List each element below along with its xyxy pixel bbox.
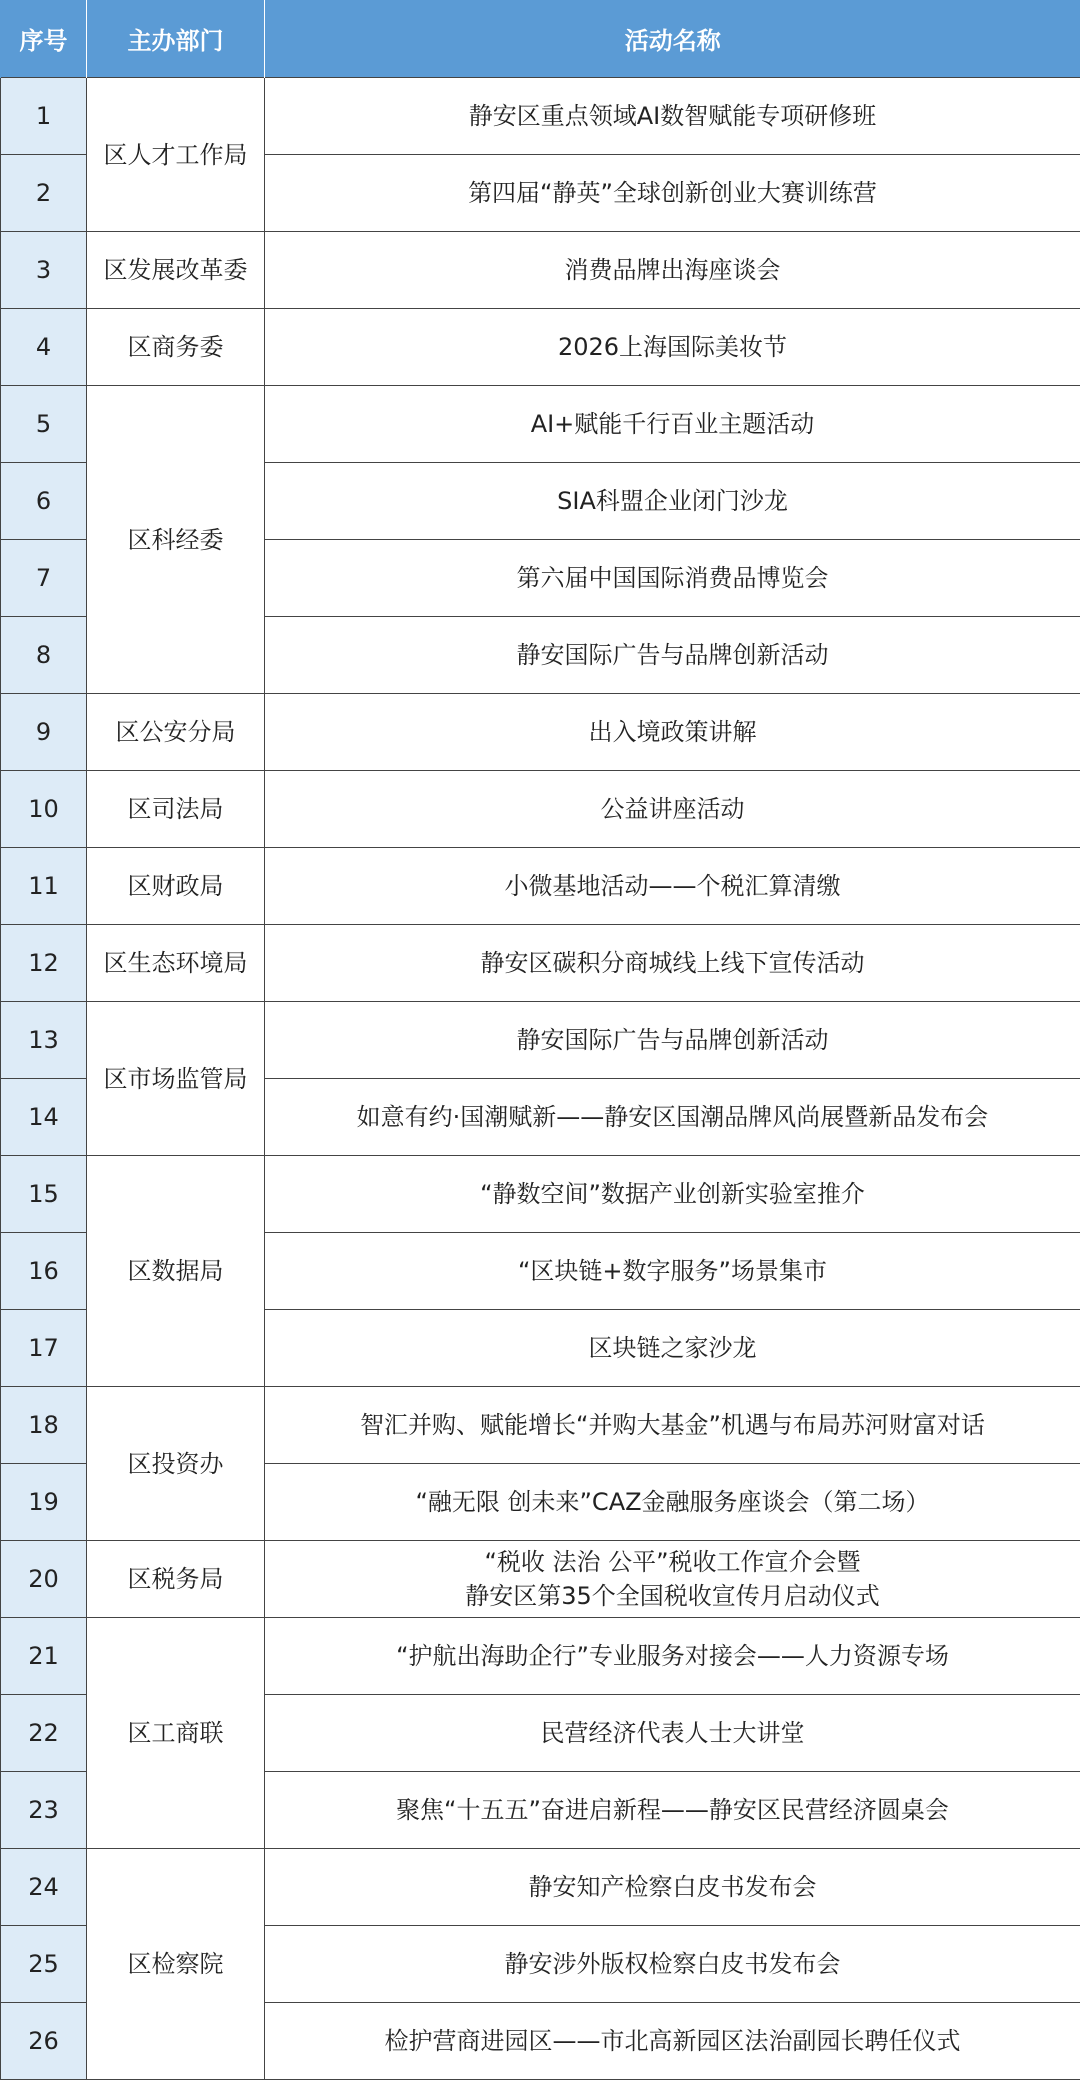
row-number: 6 [1, 463, 87, 540]
row-number: 22 [1, 1695, 87, 1772]
department-cell: 区公安分局 [87, 694, 265, 771]
row-number: 14 [1, 1079, 87, 1156]
table-row [1, 1156, 1080, 1233]
row-number: 15 [1, 1156, 87, 1233]
row-number: 24 [1, 1849, 87, 1926]
department-cell: 区工商联 [87, 1618, 265, 1849]
table-row [1, 232, 1080, 309]
event-name [265, 1541, 1080, 1618]
event-name: 第六届中国国际消费品博览会 [265, 540, 1080, 617]
event-name: 检护营商进园区——市北高新园区法治副园长聘任仪式 [265, 2003, 1080, 2080]
row-number: 12 [1, 925, 87, 1002]
row-number: 9 [1, 694, 87, 771]
department-cell: 区生态环境局 [87, 925, 265, 1002]
row-number: 1 [1, 78, 87, 155]
row-number: 7 [1, 540, 87, 617]
event-name: 聚焦“十五五”奋进启新程——静安区民营经济圆桌会 [265, 1772, 1080, 1849]
event-name: 2026上海国际美妆节 [265, 309, 1080, 386]
department-cell: 区投资办 [87, 1387, 265, 1541]
event-name: SIA科盟企业闭门沙龙 [265, 463, 1080, 540]
header-no: 序号 [1, 0, 87, 78]
department-cell: 区人才工作局 [87, 78, 265, 232]
event-name: “融无限 创未来”CAZ金融服务座谈会（第二场） [265, 1464, 1080, 1541]
event-name: AI+赋能千行百业主题活动 [265, 386, 1080, 463]
department-cell: 区财政局 [87, 848, 265, 925]
event-name: 区块链之家沙龙 [265, 1310, 1080, 1387]
event-name: 民营经济代表人士大讲堂 [265, 1695, 1080, 1772]
header-name: 活动名称 [265, 0, 1080, 78]
table-row [1, 925, 1080, 1002]
row-number: 23 [1, 1772, 87, 1849]
row-number: 20 [1, 1541, 87, 1618]
event-name: 小微基地活动——个税汇算清缴 [265, 848, 1080, 925]
row-number: 5 [1, 386, 87, 463]
event-name: 静安国际广告与品牌创新活动 [265, 1002, 1080, 1079]
department-cell: 区司法局 [87, 771, 265, 848]
row-number: 26 [1, 2003, 87, 2080]
event-name: 静安区碳积分商城线上线下宣传活动 [265, 925, 1080, 1002]
department-cell: 区科经委 [87, 386, 265, 694]
event-name-line-1: “税收 法治 公平”税收工作宣介会暨 [271, 1545, 1074, 1579]
table-row [1, 694, 1080, 771]
table-row [1, 309, 1080, 386]
department-cell: 区税务局 [87, 1541, 265, 1618]
department-cell: 区市场监管局 [87, 1002, 265, 1156]
row-number: 11 [1, 848, 87, 925]
table-row [1, 1541, 1080, 1618]
event-name: 消费品牌出海座谈会 [265, 232, 1080, 309]
table-row [1, 1618, 1080, 1695]
department-cell: 区检察院 [87, 1849, 265, 2080]
event-name: 静安国际广告与品牌创新活动 [265, 617, 1080, 694]
event-name: 如意有约·国潮赋新——静安区国潮品牌风尚展暨新品发布会 [265, 1079, 1080, 1156]
row-number: 19 [1, 1464, 87, 1541]
row-number: 2 [1, 155, 87, 232]
event-name: “护航出海助企行”专业服务对接会——人力资源专场 [265, 1618, 1080, 1695]
table-row [1, 848, 1080, 925]
department-cell: 区商务委 [87, 309, 265, 386]
row-number: 13 [1, 1002, 87, 1079]
event-name: 公益讲座活动 [265, 771, 1080, 848]
event-name: “静数空间”数据产业创新实验室推介 [265, 1156, 1080, 1233]
event-name: 出入境政策讲解 [265, 694, 1080, 771]
event-name: 静安知产检察白皮书发布会 [265, 1849, 1080, 1926]
row-number: 16 [1, 1233, 87, 1310]
row-number: 8 [1, 617, 87, 694]
table-row [1, 1002, 1080, 1079]
header-dept: 主办部门 [87, 0, 265, 78]
row-number: 17 [1, 1310, 87, 1387]
event-name: 智汇并购、赋能增长“并购大基金”机遇与布局苏河财富对话 [265, 1387, 1080, 1464]
table-row [1, 1849, 1080, 1926]
event-name: 第四届“静英”全球创新创业大赛训练营 [265, 155, 1080, 232]
table-row [1, 386, 1080, 463]
row-number: 18 [1, 1387, 87, 1464]
department-cell: 区数据局 [87, 1156, 265, 1387]
row-number: 3 [1, 232, 87, 309]
header-row [1, 0, 1080, 78]
event-name: 静安区重点领域AI数智赋能专项研修班 [265, 78, 1080, 155]
table-row [1, 78, 1080, 155]
event-name-line-2: 静安区第35个全国税收宣传月启动仪式 [271, 1579, 1074, 1613]
table-row [1, 1387, 1080, 1464]
event-name: 静安涉外版权检察白皮书发布会 [265, 1926, 1080, 2003]
department-cell: 区发展改革委 [87, 232, 265, 309]
row-number: 21 [1, 1618, 87, 1695]
row-number: 4 [1, 309, 87, 386]
row-number: 10 [1, 771, 87, 848]
event-name: “区块链+数字服务”场景集市 [265, 1233, 1080, 1310]
table-row [1, 771, 1080, 848]
row-number: 25 [1, 1926, 87, 2003]
